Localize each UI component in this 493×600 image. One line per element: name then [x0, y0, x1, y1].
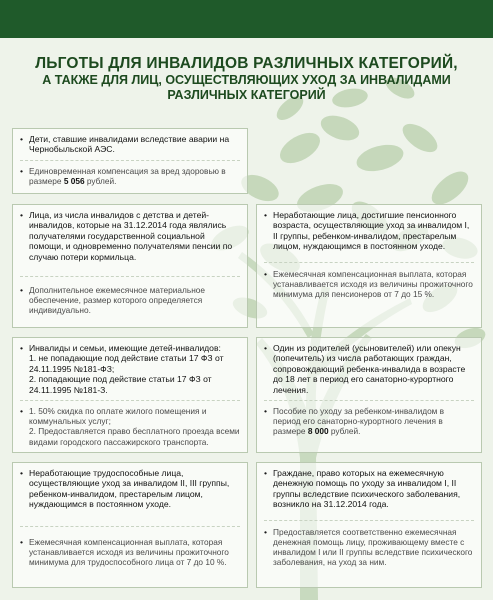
bullet-icon: • [264, 343, 268, 353]
bullet-icon: • [20, 536, 24, 547]
divider [20, 400, 240, 401]
card-chernobyl [12, 128, 248, 194]
card-families [12, 337, 248, 453]
bullet-icon: • [20, 468, 24, 478]
bullet-icon: • [20, 343, 24, 353]
card-working-age-head: • Неработающие трудоспособные лица, осуществляющие уход за инвалидом II, III группы, ребенком-инвалидом, престарелым лицом, нуждающимся в постоянном уходе. [20, 468, 230, 510]
bullet-icon: • [20, 134, 24, 144]
bullet-icon: • [264, 526, 268, 537]
card-childhood-desc: • Дополнительное ежемесячное материальное обеспечение, размер которого определяется индивидуально. [20, 285, 206, 316]
compensation-amount: 5 056 [63, 176, 85, 187]
bullet-icon: • [264, 468, 268, 478]
card-sanatorium-parent [256, 337, 482, 453]
bullet-icon: • [20, 165, 24, 176]
bullet-icon: • [264, 210, 268, 220]
divider [264, 520, 474, 521]
card-working-age-caregivers [12, 462, 248, 588]
divider [264, 262, 474, 263]
bullet-icon: • [264, 268, 268, 279]
page-title-block [0, 54, 493, 103]
card-working-age-desc: • Ежемесячная компенсационная выплата, которая устанавливается исходя из величины прожиточного минимума для трудоспособного лица от 7 до 10 %. [20, 536, 229, 568]
page-title: ЛЬГОТЫ ДЛЯ ИНВАЛИДОВ РАЗЛИЧНЫХ КАТЕГОРИЙ, [35, 55, 458, 72]
card-families-head: • Инвалиды и семьи, имеющие детей-инвалидов: 1. не попадающие под действие статьи 17 ФЗ от 24.11.1995 №181-ФЗ; 2. попадающие под действие статьи 17 ФЗ от 24.11.1995 №181-З. [20, 343, 224, 395]
card-psychiatric-desc: • Предоставляется соответственно ежемесячная денежная помощь лицу, проживающему вместе с инвалидом I или II группы вследствие психического заболевания, на уход за ним. [264, 526, 473, 568]
card-pensioner-caregivers [256, 204, 482, 328]
card-childhood-disabled [12, 204, 248, 328]
bullet-icon: • [20, 210, 24, 220]
card-chernobyl-desc: • Единовременная компенсация за вред здоровью в размере 5 056 рублей. [20, 165, 226, 187]
bullet-icon: • [264, 406, 268, 417]
top-banner [0, 0, 493, 38]
divider [20, 276, 240, 277]
bullet-icon: • [20, 406, 24, 417]
card-pensioners-head: • Неработающие лица, достигшие пенсионного возраста, осуществляющие уход за инвалидом I, II группы, ребенком-инвалидом, престарелым лицом, нуждающимся в постоянном уходе. [264, 210, 470, 252]
card-sanatorium-head: • Один из родителей (усыновителей) или опекун (попечитель) из числа работающих граждан, сопровождающий ребенка-инвалида в возрасте до 18 лет в период его санаторно-курортного лечения. [264, 343, 466, 395]
page-subtitle-line-1: А ТАКЖЕ ДЛЯ ЛИЦ, ОСУЩЕСТВЛЯЮЩИХ УХОД ЗА ИНВАЛИДАМИ [42, 73, 451, 87]
page-subtitle-line-2: РАЗЛИЧНЫХ КАТЕГОРИЙ [167, 88, 326, 102]
card-families-desc: • 1. 50% скидка по оплате жилого помещения и коммунальных услуг; 2. Предоставляется право бесплатного проезда всеми видами городского пассажирского транспорта. [20, 406, 240, 447]
divider [20, 160, 240, 161]
card-childhood-head: • Лица, из числа инвалидов с детства и детей-инвалидов, которые на 31.12.2014 года являлись получателями государственной социальной помощи, и одновременно получателями пенсии по случаю потери кормильца. [20, 210, 233, 262]
card-psychiatric-head: • Граждане, право которых на ежемесячную денежную помощь по уходу за инвалидом I, II группы вследствие психического заболевания, возникло на 31.12.2014 года. [264, 468, 461, 510]
card-psychiatric-caregivers [256, 462, 482, 588]
allowance-amount: 8 000 [307, 426, 329, 437]
card-chernobyl-head: • Дети, ставшие инвалидами вследствие аварии на Чернобыльской АЭС. [20, 134, 230, 155]
card-pensioners-desc: • Ежемесячная компенсационная выплата, которая устанавливается исходя из величины прожиточного минимума для пенсионеров от 7 до 15 %. [264, 268, 473, 300]
divider [20, 526, 240, 527]
divider [264, 400, 474, 401]
bullet-icon: • [20, 285, 24, 296]
card-sanatorium-desc: • Пособие по уходу за ребенком-инвалидом в период его санаторно-курортного лечения в размере 8 000 рублей. [264, 406, 445, 437]
